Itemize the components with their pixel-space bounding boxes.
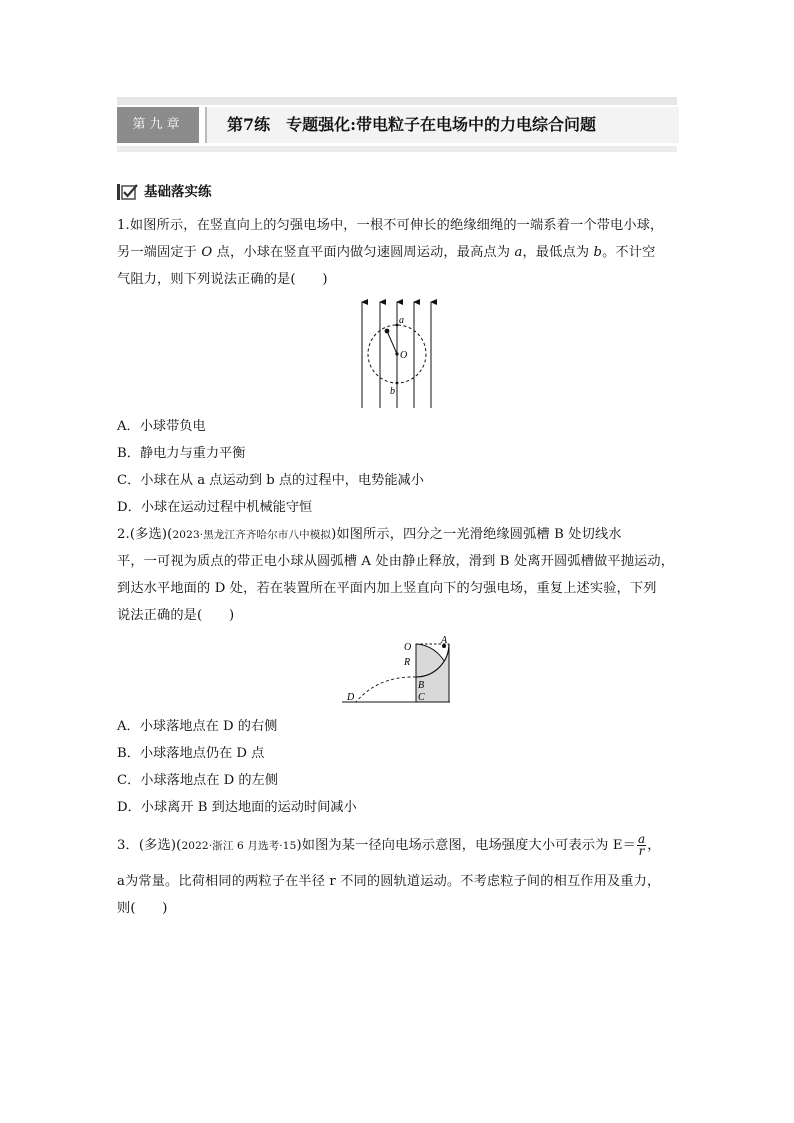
center-dot (395, 352, 398, 355)
label-C: C (418, 692, 425, 703)
label-A: A (441, 635, 448, 646)
header-top-rule (117, 97, 677, 105)
fraction: $\frac{a}{r}$ (637, 832, 646, 858)
string-line (387, 331, 397, 354)
ball (385, 329, 390, 334)
q2-option-c: C．小球落地点在 D 的左侧 (117, 773, 278, 788)
q2-line-1: 2.(多选)(2023·黑龙江齐齐哈尔市八中模拟)如图所示，四分之一光滑绝缘圆弧槽 B 处切线水 (117, 527, 622, 542)
label-a: a (399, 315, 404, 326)
q1-line-1: 1.如图所示，在竖直向上的匀强电场中，一根不可伸长的绝缘细绳的一端系着一个带电小球， (117, 218, 664, 233)
q1-figure (352, 298, 452, 410)
q2-line-4: 说法正确的是( ) (117, 608, 235, 623)
q2-source: 2023·黑龙江齐齐哈尔市八中模拟 (172, 529, 332, 541)
q3-source: 2022·浙江 6 月选考·15 (181, 840, 297, 852)
q3-line-1: 3．(多选)(2022·浙江 6 月选考·15)如图为某一径向电场示意图，电场强度大小可表示为 E＝ $\frac{a}{r}$ ， (117, 832, 661, 858)
q1-line-3: 气阻力，则下列说法正确的是( ) (117, 272, 328, 287)
point-b-dot (396, 382, 399, 385)
header-bottom-rule (117, 146, 677, 152)
checkbox-icon (117, 183, 139, 201)
q2-option-b: B．小球落地点仍在 D 点 (117, 746, 265, 761)
label-O: O (404, 642, 412, 653)
q3-line-2: a为常量。比荷相同的两粒子在半径 r 不同的圆轨道运动。不考虑粒子间的相互作用及重力， (117, 874, 661, 889)
q3-line-3: 则( ) (117, 901, 168, 916)
trajectory-curve (356, 677, 416, 702)
chapter-label: 第九章 (132, 117, 184, 132)
header-bar (117, 97, 677, 153)
point-a-dot (396, 324, 399, 327)
q1-option-d: D．小球在运动过程中机械能守恒 (117, 500, 313, 515)
label-B: B (418, 680, 425, 691)
label-b: b (390, 386, 395, 397)
q1-option-b: B．静电力与重力平衡 (117, 446, 246, 461)
section-title: 基础落实练 (144, 184, 212, 200)
q1-option-c: C．小球在从 a 点运动到 b 点的过程中，电势能减小 (117, 473, 424, 488)
q2-line-3: 到达水平地面的 D 处，若在装置所在平面内加上竖直向下的匀强电场，重复上述实验，下列 (117, 581, 657, 596)
header-title: 第7练 专题强化:带电粒子在电场中的力电综合问题 (227, 115, 597, 134)
label-R: R (404, 657, 411, 668)
q1-option-a: A．小球带负电 (117, 419, 206, 434)
q2-line-2: 平，一可视为质点的带正电小球从圆弧槽 A 处由静止释放，滑到 B 处离开圆弧槽做平抛运动， (117, 554, 675, 569)
label-D: D (347, 692, 355, 703)
q2-option-d: D．小球离开 B 到达地面的运动时间减小 (117, 800, 357, 815)
q2-option-a: A．小球落地点在 D 的右侧 (117, 719, 278, 734)
q2-figure (338, 634, 458, 706)
q1-line-2: 另一端固定于 O 点，小球在竖直平面内做匀速圆周运动，最高点为 a，最低点为 b。不计空 (117, 245, 656, 260)
label-O: O (400, 350, 408, 361)
